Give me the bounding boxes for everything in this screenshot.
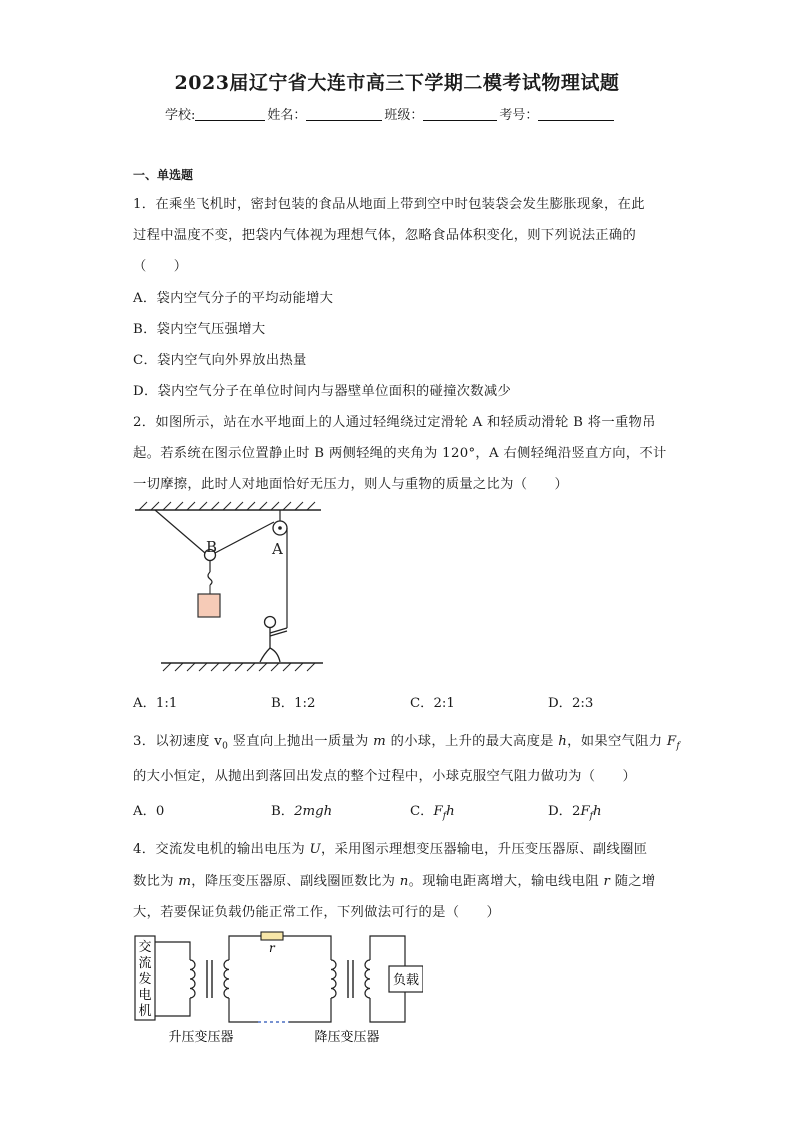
rope-left	[155, 510, 205, 553]
gen-wire-bottom	[155, 998, 190, 1016]
generator-char-1: 交	[138, 940, 152, 955]
student-info-row	[165, 104, 616, 123]
line-bottom-left	[229, 998, 258, 1022]
line-resistor-r	[261, 932, 283, 940]
section-heading: 一、单选题	[133, 168, 194, 182]
line-top-left	[229, 936, 261, 960]
q2-option-a: A．1:1	[133, 696, 178, 711]
generator-char-5: 机	[138, 1004, 152, 1019]
q1-stem-line-3: （ ）	[133, 259, 188, 274]
name-blank	[306, 119, 382, 121]
label-b: B	[206, 538, 218, 556]
step-down-caption: 降压变压器	[314, 1030, 380, 1045]
q2-option-b: B．1:2	[271, 696, 316, 711]
step-down-primary-coil	[331, 960, 336, 998]
hook	[208, 572, 212, 585]
q3-stem-line-1: 3．以初速度 $v_0$ 竖直向上抛出一质量为 m 的小球，上升的最大高度是 h，如果空气阻力 $F_f$	[133, 734, 681, 752]
q3-option-c: C．$F_fh$	[410, 804, 455, 822]
generator-char-4: 电	[138, 988, 152, 1003]
school-label: 学校:	[165, 108, 196, 123]
q2-stem-line-1: 2．如图所示，站在水平地面上的人通过轻绳绕过定滑轮 A 和轻质动滑轮 B 将一重物吊	[133, 415, 656, 430]
step-up-caption: 升压变压器	[168, 1030, 234, 1045]
q1-stem-line-1: 1．在乘坐飞机时，密封包装的食品从地面上带到空中时包装袋会发生膨胀现象，在此	[133, 197, 645, 212]
number-blank	[538, 119, 614, 121]
label-a: A	[272, 540, 283, 558]
q3-option-b: B．2mgh	[271, 804, 333, 819]
pulley-figure	[133, 500, 333, 680]
q1-option-c: C．袋内空气向外界放出热量	[133, 353, 307, 368]
q1-option-a: A．袋内空气分子的平均动能增大	[133, 291, 334, 306]
q3-stem-line-2: 的大小恒定，从抛出到落回出发点的整个过程中，小球克服空气阻力做功为（ ）	[133, 769, 637, 784]
q4-stem-line-2: 数比为 m，降压变压器原、副线圈匝数比为 n。现输电距离增大，输电线电阻 r 随之增	[133, 874, 656, 889]
load-wire-top	[370, 936, 405, 966]
ground-hatching	[163, 663, 315, 671]
pulley-a-axle	[278, 526, 282, 530]
rope-b-to-a	[215, 522, 274, 553]
class-label: 班级：	[384, 108, 424, 123]
ceiling-hatching	[139, 502, 315, 510]
step-up-secondary-coil	[224, 960, 229, 998]
q3-option-a: A．0	[133, 804, 165, 819]
resistor-label: r	[269, 941, 275, 955]
q3-option-d: D．$2F_fh$	[548, 804, 602, 822]
gen-wire-top	[155, 942, 190, 960]
school-blank	[195, 119, 265, 121]
generator-char-2: 流	[138, 956, 152, 971]
step-down-secondary-coil	[365, 960, 370, 998]
q1-option-d: D．袋内空气分子在单位时间内与器壁单位面积的碰撞次数减少	[133, 384, 512, 399]
person-figure	[260, 617, 287, 663]
number-label: 考号：	[499, 108, 539, 123]
q1-stem-line-2: 过程中温度不变，把袋内气体视为理想气体，忽略食品体积变化，则下列说法正确的	[133, 228, 637, 243]
line-top-right	[283, 936, 331, 960]
generator-char-3: 发	[138, 972, 152, 987]
transformer-circuit-figure	[133, 926, 423, 1048]
load-label: 负载	[392, 973, 420, 988]
q2-option-c: C．2:1	[410, 696, 455, 711]
class-blank	[423, 119, 497, 121]
load-wire-bottom	[370, 992, 405, 1022]
weight-block	[198, 594, 220, 617]
q1-option-b: B．袋内空气压强增大	[133, 322, 266, 337]
q2-stem-line-3: 一切摩擦，此时人对地面恰好无压力，则人与重物的质量之比为（ ）	[133, 477, 569, 492]
q4-stem-line-1: 4．交流发电机的输出电压为 U，采用图示理想变压器输电，升压变压器原、副线圈匝	[133, 842, 648, 857]
page-title: 2023届辽宁省大连市高三下学期二模考试物理试题	[174, 72, 620, 94]
line-bottom-right	[289, 998, 331, 1022]
q4-stem-line-3: 大，若要保证负载仍能正常工作，下列做法可行的是（ ）	[133, 905, 501, 920]
q2-option-d: D．2:3	[548, 696, 594, 711]
step-up-primary-coil	[190, 960, 195, 998]
q2-stem-line-2: 起。若系统在图示位置静止时 B 两侧轻绳的夹角为 120°，A 右侧轻绳沿竖直方向，不计	[133, 446, 667, 461]
name-label: 姓名：	[267, 108, 307, 123]
